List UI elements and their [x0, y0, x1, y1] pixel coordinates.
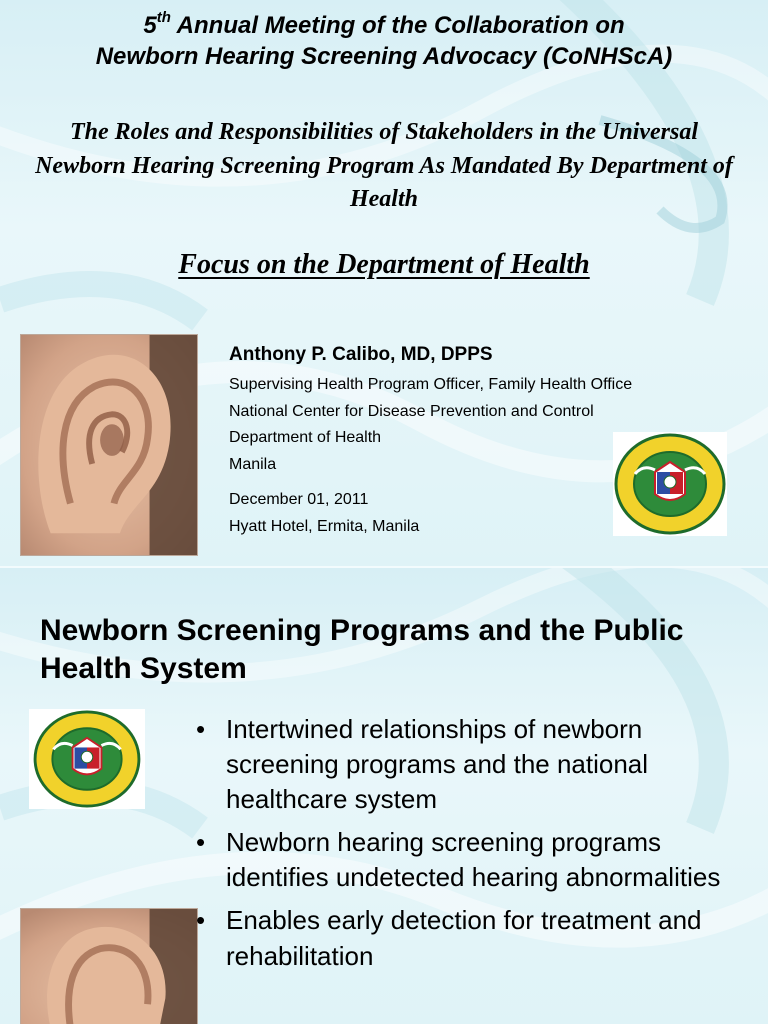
bullet-list — [196, 712, 756, 982]
ear-photo — [20, 334, 198, 556]
speaker-position: Supervising Health Program Officer, Family Health Office — [229, 375, 633, 393]
meeting-title-line2: Newborn Hearing Screening Advocacy (CoNHScA) — [95, 43, 673, 71]
slide-title: Newborn Screening Programs and the Public Health System — [40, 614, 684, 685]
list-item — [196, 903, 756, 973]
doh-seal-icon — [29, 709, 145, 809]
bullet-text: Enables early detection for treatment and rehabilitation — [226, 905, 702, 971]
focus-title — [0, 248, 768, 282]
list-item — [196, 712, 756, 817]
focus-title-text: Focus on the Department of Health — [178, 249, 590, 280]
speaker-name: Anthony P. Calibo, MD, DPPS — [229, 344, 493, 365]
speaker-department: Department of Health — [229, 429, 382, 447]
bullet-text: Intertwined relationships of newborn screening programs and the national healthcare system — [226, 714, 649, 815]
bullet-marker: • — [196, 905, 206, 936]
content-slide — [0, 568, 768, 1024]
meeting-ordinal: 5 — [143, 12, 157, 39]
meeting-title — [0, 10, 768, 72]
meeting-title-line1: Annual Meeting of the Collaboration on — [170, 12, 625, 39]
talk-title: The Roles and Responsibilities of Stakeholders in the Universal Newborn Hearing Screening Program As Mandated By Department of Health — [35, 119, 733, 213]
doh-seal-icon — [613, 432, 727, 536]
speaker-center: National Center for Disease Prevention and Control — [229, 402, 594, 420]
presentation-date: December 01, 2011 — [229, 490, 369, 508]
list-item — [196, 825, 756, 895]
ear-photo — [20, 908, 198, 1024]
bullet-marker: • — [196, 827, 206, 858]
bullet-text: Newborn hearing screening programs identifies undetected hearing abnormalities — [226, 827, 721, 893]
bullet-marker: • — [196, 714, 206, 744]
speaker-city: Manila — [229, 456, 277, 474]
presentation-venue: Hyatt Hotel, Ermita, Manila — [229, 517, 420, 535]
meeting-ordinal-suffix: th — [156, 9, 171, 26]
